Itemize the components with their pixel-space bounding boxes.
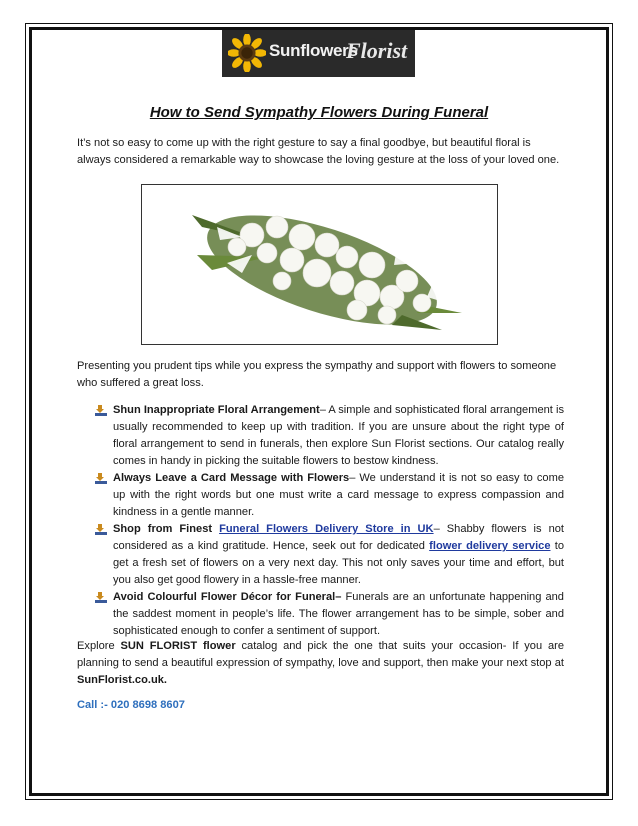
closing-paragraph bbox=[77, 638, 564, 689]
closing-mid: catalog and pick the one that suits your occasion- If you are planning to send a beautiful expression of sympathy, love and support, then make your next stop at bbox=[77, 640, 564, 669]
tip-title: Shun Inappropriate Floral Arrangement bbox=[113, 404, 320, 416]
tips-list bbox=[95, 402, 564, 640]
tip-text: Funerals are an unfortunate happening and the saddest moment in people’s life. The flower arrangement has to be simple, sober and sophisticated enough to confer a sentiment of support. bbox=[113, 591, 564, 637]
tip-title: Always Leave a Card Message with Flowers bbox=[113, 472, 350, 484]
intro-paragraph: It’s not so easy to come up with the right gesture to say a final goodbye, but beautiful floral is always considered a remarkable way to showcase the loving gesture at the loss of your loved one. bbox=[77, 137, 560, 166]
logo-script-text: Florist bbox=[346, 38, 408, 63]
list-item bbox=[95, 589, 564, 640]
flower-spray-illustration bbox=[142, 185, 497, 344]
sunflower-icon bbox=[228, 34, 266, 72]
bullet-arrow-icon bbox=[95, 473, 107, 484]
bullet-arrow-icon bbox=[95, 592, 107, 603]
tip-title: Shop from Finest bbox=[113, 523, 220, 535]
list-item bbox=[95, 402, 564, 470]
flower-delivery-service-link[interactable]: flower delivery service bbox=[429, 540, 551, 552]
closing-site-link[interactable]: SunFlorist.co.uk. bbox=[77, 674, 167, 686]
bullet-arrow-icon bbox=[95, 524, 107, 535]
logo-brand-text: Sunflowers bbox=[269, 41, 358, 60]
tip-text: to get a fresh set of flowers on a very next day. This not only saves your time and effort, but you also get good flowery in a hassle-free manner. bbox=[113, 540, 564, 586]
list-item bbox=[95, 521, 564, 589]
closing-brand: SUN FLORIST flower bbox=[120, 640, 236, 652]
closing-pre: Explore bbox=[77, 640, 121, 652]
brand-logo bbox=[222, 30, 415, 77]
funeral-flowers-store-link[interactable]: Funeral Flowers Delivery Store in UK bbox=[219, 523, 434, 535]
tip-text: – We understand it is not so easy to come up with the right words but one must write a card message to express compassion and kindness in a gentle manner. bbox=[113, 472, 564, 518]
tip-title: Avoid Colourful Flower Décor for Funeral– bbox=[113, 591, 342, 603]
call-phone-link[interactable]: Call :- 020 8698 8607 bbox=[77, 699, 185, 711]
bullet-arrow-icon bbox=[95, 405, 107, 416]
funeral-flowers-photo bbox=[141, 184, 498, 345]
lead-paragraph: Presenting you prudent tips while you express the sympathy and support with flowers to someone who suffered a great loss. bbox=[77, 360, 557, 389]
tip-text: – A simple and sophisticated floral arrangement is usually recommended to keep up with tradition. If you are unsure about the right type of floral arrangement to send in funerals, then explore Sun Florist sections. Our catalog really comes in handy in picking the suitable flowers to bestow kindness. bbox=[113, 404, 564, 467]
list-item bbox=[95, 470, 564, 521]
page-title: How to Send Sympathy Flowers During Funeral bbox=[149, 104, 489, 121]
tip-text: – Shabby flowers is not considered as a kind gratitude. Hence, seek out for dedicated bbox=[113, 523, 565, 552]
